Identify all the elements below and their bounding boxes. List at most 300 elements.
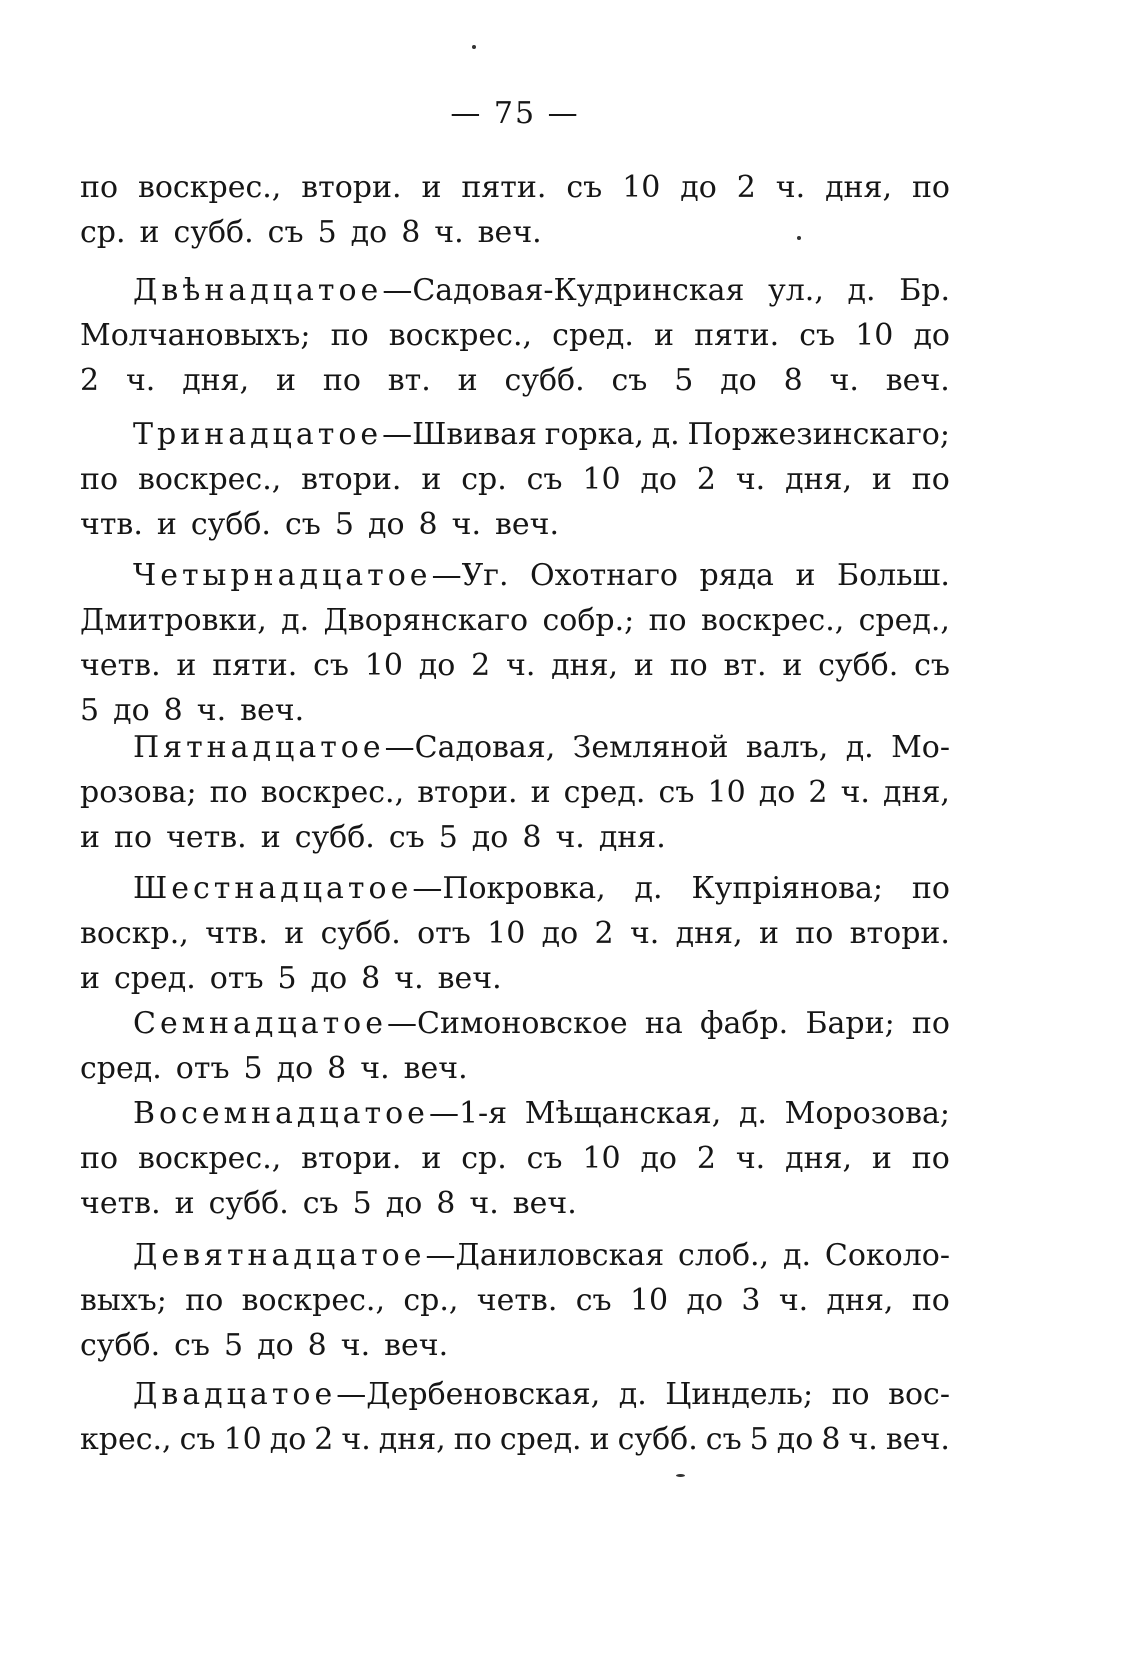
word: ч.	[505, 648, 536, 683]
word: вос-	[888, 1377, 950, 1412]
text-line	[80, 502, 950, 547]
word: 10	[855, 318, 894, 353]
word: ср.,	[403, 1283, 459, 1318]
word: ул.,	[768, 273, 824, 308]
word: 2	[696, 1141, 716, 1176]
word: субб.	[190, 507, 271, 542]
word: по	[114, 820, 153, 855]
word: ряда	[699, 558, 774, 593]
word: до	[758, 775, 796, 810]
word: 2	[736, 170, 756, 205]
word: сред.	[563, 775, 646, 810]
word: втори.	[301, 462, 402, 497]
word: ч.	[555, 820, 585, 855]
heading-group	[133, 725, 555, 770]
word: 2	[594, 916, 614, 951]
word: съ	[705, 1422, 742, 1457]
text-line	[80, 1181, 950, 1226]
word: розова;	[80, 775, 197, 810]
text-line	[80, 598, 950, 643]
section-heading: Четырнадцатое	[133, 558, 432, 593]
word: и	[260, 820, 281, 855]
section-heading: Восемнадцатое	[133, 1096, 429, 1131]
word: 8	[418, 507, 438, 542]
word: и	[589, 1422, 610, 1457]
text-line	[80, 268, 950, 313]
word: и	[871, 1141, 892, 1176]
word: Соколо-	[824, 1238, 950, 1273]
word: сред.	[552, 318, 634, 353]
heading-group	[133, 1372, 600, 1417]
word: съ	[575, 1283, 612, 1318]
word: ч.	[469, 1186, 499, 1221]
word: по	[831, 1377, 870, 1412]
word: до	[686, 1283, 724, 1318]
word: воскр.,	[80, 916, 189, 951]
word: съ	[302, 1186, 339, 1221]
word: съ	[526, 462, 563, 497]
word: и	[139, 215, 160, 250]
word: до	[269, 1422, 307, 1457]
word: съ	[566, 170, 603, 205]
text-line	[80, 1417, 950, 1462]
word: д.	[281, 603, 310, 638]
word: Мѣщанская,	[524, 1096, 722, 1131]
word: и	[284, 916, 305, 951]
print-speck	[676, 1474, 685, 1477]
text-line	[80, 1136, 950, 1181]
word: чтв.	[205, 916, 268, 951]
word: веч.	[437, 961, 502, 996]
word: 8	[436, 1186, 456, 1221]
word: д.	[782, 1238, 811, 1273]
word: по	[330, 318, 369, 353]
word: воскрес.,	[260, 775, 405, 810]
word: и	[795, 558, 816, 593]
heading-group	[133, 268, 744, 313]
word: 2	[696, 462, 716, 497]
word: до	[257, 1328, 294, 1363]
section-heading: Девятнадцатое	[133, 1238, 426, 1273]
word: съ	[799, 318, 836, 353]
word: ч.	[394, 961, 424, 996]
text-line	[80, 553, 950, 598]
text-line	[80, 210, 950, 255]
word: 5	[438, 820, 458, 855]
word: ч.	[840, 775, 870, 810]
print-speck	[797, 236, 801, 240]
word: горка,	[544, 417, 644, 452]
word: воскрес.,	[241, 1283, 385, 1318]
paragraph	[80, 553, 950, 733]
word: —1-я	[428, 1096, 508, 1131]
word: съ	[267, 215, 304, 250]
word: до	[776, 1422, 814, 1457]
document-page	[80, 0, 950, 1664]
word: до	[640, 1141, 677, 1176]
word: Охотнаго	[530, 558, 678, 593]
text-line	[80, 1233, 950, 1278]
word: до	[541, 916, 579, 951]
word: по	[80, 1141, 119, 1176]
word: пяти.	[212, 648, 298, 683]
word: ч.	[125, 363, 156, 398]
word: вт.	[723, 648, 767, 683]
word: по	[80, 170, 119, 205]
word: 5	[749, 1422, 769, 1457]
heading-group	[133, 553, 509, 598]
word: по	[911, 1283, 950, 1318]
word: д.	[651, 417, 680, 452]
text-line	[80, 956, 950, 1001]
word: д.	[618, 1377, 647, 1412]
word: и	[421, 462, 442, 497]
word: до	[310, 961, 348, 996]
word: съ	[174, 1328, 211, 1363]
word: —Симоновское	[387, 1006, 628, 1041]
paragraph	[80, 268, 950, 403]
word: ср.	[80, 215, 126, 250]
section-heading: Двадцатое	[133, 1377, 337, 1412]
word: дня,	[883, 775, 950, 810]
word: слоб.,	[678, 1238, 770, 1273]
word: и	[80, 820, 100, 855]
word: —Уг.	[431, 558, 509, 593]
word: до	[367, 507, 405, 542]
word: и	[633, 648, 654, 683]
word: 2	[471, 648, 491, 683]
word: —Даниловская	[425, 1238, 665, 1273]
word: до	[471, 820, 509, 855]
word: 5	[277, 961, 297, 996]
heading-group	[133, 1001, 628, 1046]
word: дня,	[826, 1283, 894, 1318]
word: и	[782, 648, 803, 683]
paragraph	[80, 165, 950, 255]
word: дня,	[785, 462, 853, 497]
word: Больш.	[837, 558, 950, 593]
word: Бр.	[899, 273, 950, 308]
text-line	[80, 1091, 950, 1136]
word: пяти.	[461, 170, 547, 205]
word: 10	[707, 775, 746, 810]
paragraph	[80, 1001, 950, 1091]
word: съ	[388, 820, 425, 855]
word: дня,	[551, 648, 619, 683]
word: пяти.	[694, 318, 780, 353]
word: дня,	[675, 916, 743, 951]
word: ч.	[735, 462, 766, 497]
word: веч.	[240, 693, 305, 728]
heading-group	[133, 1091, 507, 1136]
text-line	[80, 815, 950, 860]
word: 10	[487, 916, 526, 951]
word: четв.	[80, 1186, 161, 1221]
word: по	[648, 603, 687, 638]
word: веч.	[384, 1328, 449, 1363]
word: съ	[914, 648, 950, 683]
word: —Дербеновская,	[336, 1377, 601, 1412]
word: съ	[284, 507, 321, 542]
text-line	[80, 643, 950, 688]
word: на	[644, 1006, 683, 1041]
word: съ	[658, 775, 695, 810]
word: ч.	[360, 1051, 390, 1086]
word: субб.	[294, 820, 375, 855]
word: фабр.	[700, 1006, 789, 1041]
text-line	[80, 911, 950, 956]
word: по	[795, 916, 834, 951]
paragraph	[80, 725, 950, 860]
word: и	[421, 1141, 442, 1176]
word: втори.	[301, 1141, 402, 1176]
word: субб.	[80, 1328, 161, 1363]
word: 5	[674, 363, 694, 398]
word: субб.	[208, 1186, 289, 1221]
word: веч.	[885, 363, 950, 398]
word: Дмитровки,	[80, 603, 267, 638]
word: по	[911, 1006, 950, 1041]
word: субб.	[818, 648, 899, 683]
word: отъ	[417, 916, 471, 951]
word: —Покровка,	[412, 871, 606, 906]
word: ч.	[340, 1328, 371, 1363]
text-line	[80, 313, 950, 358]
word: дня,	[785, 1141, 853, 1176]
word: до	[720, 363, 757, 398]
word: до	[385, 1186, 423, 1221]
word: 8	[783, 363, 803, 398]
text-line	[80, 1278, 950, 1323]
word: до	[640, 462, 677, 497]
word: ч.	[735, 1141, 766, 1176]
word: и	[654, 318, 674, 353]
word: 8	[522, 820, 542, 855]
word: 10	[223, 1422, 262, 1457]
word: воскрес.,	[388, 318, 533, 353]
word: отъ	[209, 961, 264, 996]
print-speck	[472, 45, 476, 49]
word: д.	[634, 871, 663, 906]
word: 2	[808, 775, 828, 810]
word: Морозова;	[784, 1096, 950, 1131]
paragraph	[80, 866, 950, 1001]
word: по	[185, 1283, 224, 1318]
word: веч.	[885, 1422, 950, 1457]
word: и	[457, 363, 478, 398]
word: ч.	[629, 916, 660, 951]
word: веч.	[477, 215, 542, 250]
paragraph	[80, 1091, 950, 1226]
word: 2	[80, 363, 100, 398]
word: Поржезинскаго;	[687, 417, 950, 452]
word: ч.	[778, 1283, 809, 1318]
word: Дворянскаго	[323, 603, 529, 638]
word: по	[322, 363, 361, 398]
word: вт.	[387, 363, 431, 398]
word: втори.	[301, 170, 402, 205]
section-heading: Пятнадцатое	[133, 730, 385, 765]
word: 8	[361, 961, 381, 996]
word: по	[209, 775, 248, 810]
page-number: — 75 —	[450, 96, 580, 131]
word: 10	[622, 170, 661, 205]
word: 8	[327, 1051, 347, 1086]
text-line	[80, 770, 950, 815]
word: Земляной	[572, 730, 729, 765]
text-line	[80, 412, 950, 457]
word: воскрес.,	[137, 1141, 282, 1176]
word: и	[758, 916, 779, 951]
word: д.	[847, 273, 876, 308]
word: ч.	[196, 693, 227, 728]
word: дня,	[378, 1422, 446, 1457]
word: до	[913, 318, 950, 353]
word: ч.	[451, 507, 481, 542]
word: воскрес.,	[700, 603, 845, 638]
text-line	[80, 866, 950, 911]
word: веч.	[494, 507, 559, 542]
word: ср.	[461, 462, 507, 497]
word: 5	[80, 693, 100, 728]
word: дня,	[182, 363, 250, 398]
word: и	[871, 462, 892, 497]
word: Циндель;	[665, 1377, 814, 1412]
word: отъ	[175, 1051, 230, 1086]
word: чтв.	[80, 507, 143, 542]
word: по	[80, 462, 119, 497]
word: четв.	[166, 820, 247, 855]
word: и	[156, 507, 177, 542]
word: —Садовая-Кудринская	[382, 273, 745, 308]
text-line	[80, 1372, 950, 1417]
word: ч.	[434, 215, 464, 250]
word: до	[350, 215, 388, 250]
word: и	[174, 1186, 195, 1221]
heading-group	[133, 1233, 664, 1278]
word: д.	[845, 730, 874, 765]
word: дня,	[825, 170, 893, 205]
word: крес.,	[80, 1422, 172, 1457]
word: съ	[611, 363, 648, 398]
word: 10	[629, 1283, 669, 1318]
word: до	[680, 170, 717, 205]
word: субб.	[617, 1422, 698, 1457]
word: 3	[741, 1283, 761, 1318]
heading-group	[133, 412, 537, 457]
word: по	[453, 1422, 492, 1457]
word: собр.;	[542, 603, 635, 638]
word: —Садовая,	[384, 730, 556, 765]
section-heading: Шестнадцатое	[133, 871, 413, 906]
word: 5	[317, 215, 337, 250]
word: субб.	[173, 215, 254, 250]
word: ср.	[461, 1141, 507, 1176]
paragraph	[80, 412, 950, 547]
word: 8	[401, 215, 421, 250]
text-line	[80, 457, 950, 502]
word: четв.	[80, 648, 161, 683]
text-line	[80, 1046, 950, 1091]
text-line	[80, 1001, 950, 1046]
word: Мо-	[891, 730, 950, 765]
word: Бари;	[805, 1006, 895, 1041]
word: ч.	[775, 170, 806, 205]
section-heading: Тринадцатое	[133, 417, 383, 452]
word: сред.	[499, 1422, 582, 1457]
word: по	[911, 170, 950, 205]
word: 8	[821, 1422, 841, 1457]
word: и	[80, 961, 100, 996]
word: 10	[582, 462, 621, 497]
word: и	[530, 775, 551, 810]
word: ч.	[829, 363, 859, 398]
word: Молчановыхъ;	[80, 318, 311, 353]
word: субб.	[320, 916, 401, 951]
word: съ	[313, 648, 349, 683]
section-heading: Двѣнадцатое	[133, 273, 383, 308]
text-line	[80, 165, 950, 210]
word: Купріянова;	[691, 871, 883, 906]
text-line	[80, 1323, 950, 1368]
word: 5	[224, 1328, 244, 1363]
word: 2	[314, 1422, 334, 1457]
word: д.	[738, 1096, 767, 1131]
word: ч.	[341, 1422, 371, 1457]
word: ч.	[848, 1422, 878, 1457]
section-heading: Семнадцатое	[133, 1006, 387, 1041]
word: по	[669, 648, 708, 683]
word: съ	[179, 1422, 216, 1457]
word: воскрес.,	[137, 170, 282, 205]
word: и	[176, 648, 197, 683]
word: втори.	[849, 916, 950, 951]
word: до	[113, 693, 150, 728]
paragraph	[80, 1233, 950, 1368]
word: веч.	[512, 1186, 577, 1221]
word: 8	[163, 693, 183, 728]
word: по	[911, 462, 950, 497]
word: сред.,	[858, 603, 950, 638]
word: 5	[352, 1186, 372, 1221]
word: 10	[582, 1141, 621, 1176]
word: —Швивая	[382, 417, 537, 452]
word: сред.	[114, 961, 196, 996]
word: веч.	[403, 1051, 468, 1086]
word: и	[421, 170, 442, 205]
word: четв.	[476, 1283, 558, 1318]
text-line	[80, 725, 950, 770]
word: до	[276, 1051, 314, 1086]
word: дня.	[598, 820, 666, 855]
word: съ	[526, 1141, 563, 1176]
word: втори.	[417, 775, 518, 810]
word: субб.	[504, 363, 585, 398]
word: 5	[243, 1051, 263, 1086]
heading-group	[133, 866, 606, 911]
paragraph	[80, 1372, 950, 1462]
word: 10	[364, 648, 403, 683]
word: воскрес.,	[137, 462, 282, 497]
word: валъ,	[745, 730, 829, 765]
word: по	[911, 1141, 950, 1176]
word: 8	[307, 1328, 327, 1363]
word: и	[275, 363, 296, 398]
text-line	[80, 358, 950, 403]
word: до	[418, 648, 456, 683]
word: по	[911, 871, 950, 906]
word: выхъ;	[80, 1283, 167, 1318]
